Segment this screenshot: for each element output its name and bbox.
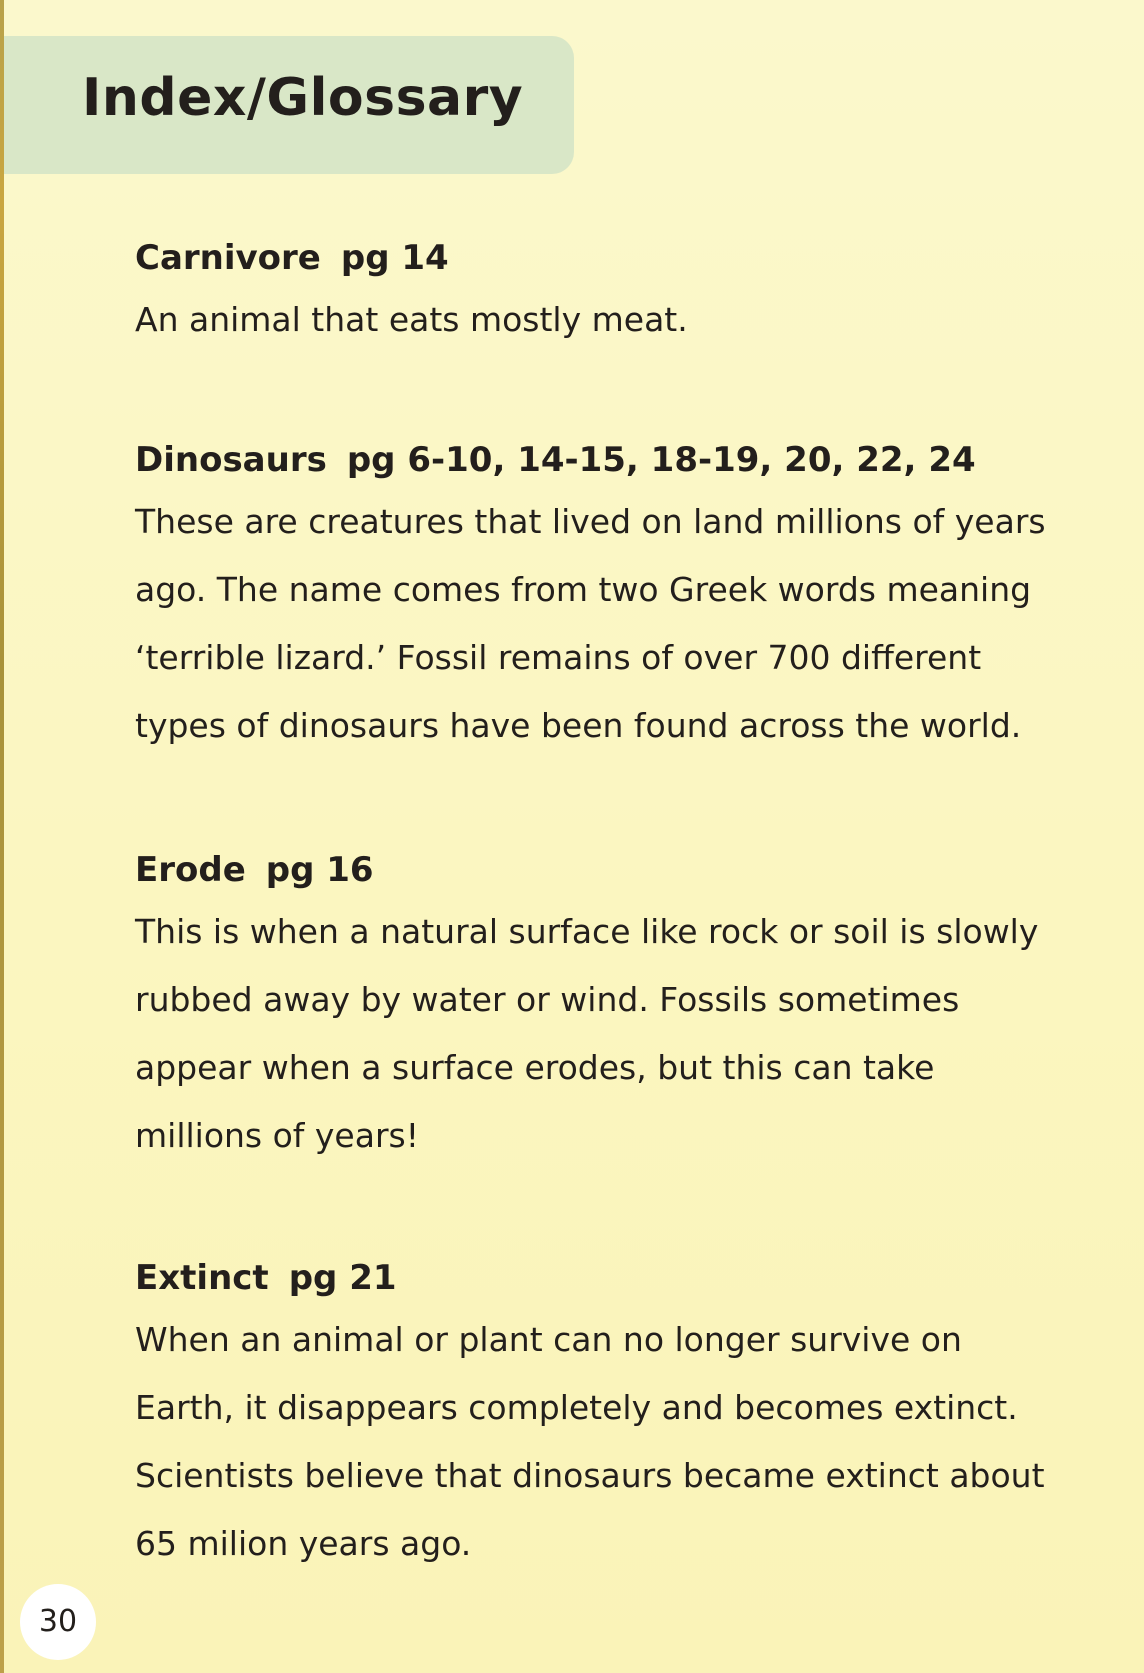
definition-line: This is when a natural surface like rock or soil is slowly [135,912,1039,951]
definition-line: When an animal or plant can no longer survive on [135,1320,962,1359]
definition-line: rubbed away by water or wind. Fossils sometimes [135,980,960,1019]
definition-line: millions of years! [135,1116,419,1155]
definition-line: Earth, it disappears completely and becomes extinct. [135,1388,1018,1427]
glossary-entry-carnivore [135,232,688,354]
term-line [135,434,1046,486]
definition-line: These are creatures that lived on land millions of years [135,502,1046,541]
definition [135,286,688,354]
glossary-entry-extinct [135,1252,1045,1578]
definition-line: Scientists believe that dinosaurs became extinct about [135,1456,1045,1495]
page-number-badge: 30 [20,1584,96,1660]
page-edge-strip [0,0,4,1673]
glossary-entry-dinosaurs [135,434,1046,760]
term: Erode [135,850,246,890]
page-reference: pg 6-10, 14-15, 18-19, 20, 22, 24 [346,440,976,480]
term: Extinct [135,1258,269,1298]
definition-line: types of dinosaurs have been found across the world. [135,706,1022,745]
term-line [135,1252,1045,1304]
term: Dinosaurs [135,440,327,480]
glossary-entry-erode [135,844,1038,1170]
term-line [135,844,1038,896]
page-reference: pg 21 [288,1258,397,1298]
page-title: Index/Glossary [82,68,524,128]
definition-line: 65 milion years ago. [135,1524,472,1563]
definition-line: ‘terrible lizard.’ Fossil remains of over 700 different [135,638,982,677]
term: Carnivore [135,238,321,278]
definition [135,488,1046,760]
definition-line: appear when a surface erodes, but this can take [135,1048,935,1087]
definition-line: ago. The name comes from two Greek words meaning [135,570,1032,609]
title-tab [4,36,574,174]
definition [135,898,1038,1170]
term-line [135,232,688,284]
definition [135,1306,1045,1578]
definition-line: An animal that eats mostly meat. [135,300,688,339]
page-reference: pg 16 [265,850,374,890]
page-reference: pg 14 [340,238,449,278]
